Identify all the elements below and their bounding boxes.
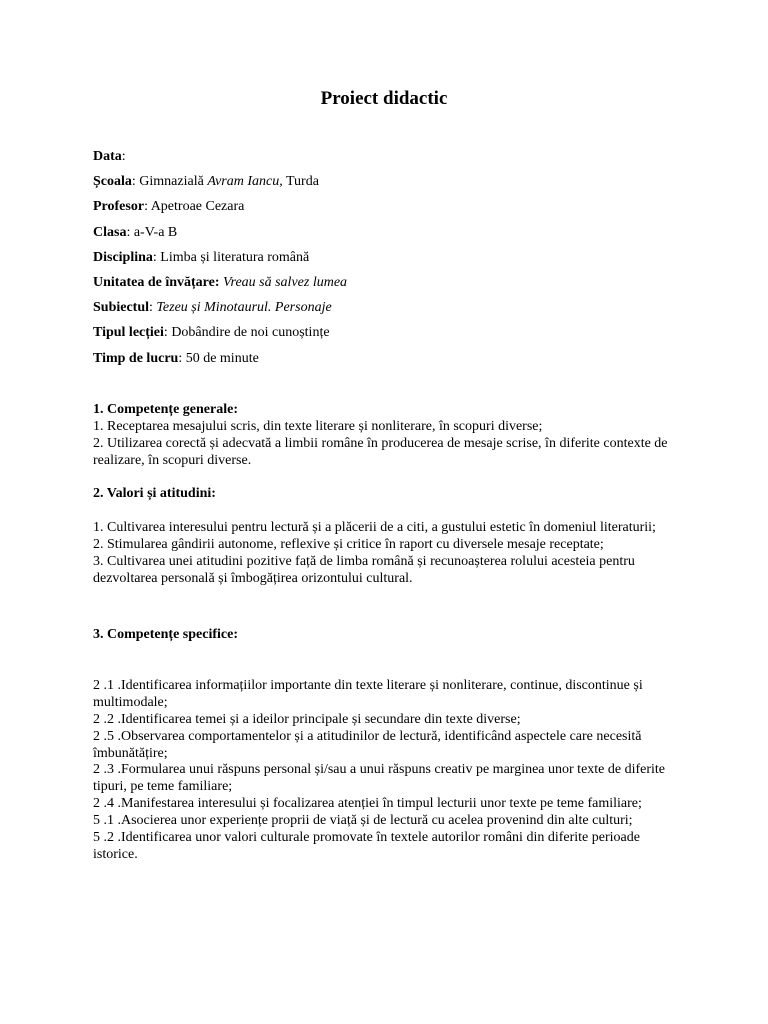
- list-item: 2 .1 .Identificarea informațiilor importante din texte literare și nonliterare, continue, discontinue și multimodale;: [93, 677, 643, 710]
- list-item: 2 .5 .Observarea comportamentelor și a atitudinilor de lectură, identificând aspectele care necesită îmbunătățire;: [93, 728, 642, 761]
- spacer: [93, 503, 683, 520]
- field-disciplina: Disciplina: Limba și literatura română: [93, 249, 310, 265]
- list-item: 2. Utilizarea corectă și adecvată a limbii române în producerea de mesaje scrise, în diferite contexte de realizare, în scopuri diverse.: [93, 435, 668, 468]
- field-scoala: Școala: Gimnazială Avram Iancu, Turda: [93, 174, 319, 190]
- field-timp-de-lucru: Timp de lucru: 50 de minute: [93, 350, 259, 366]
- list-item: 2 .2 .Identificarea temei și a ideilor principale și secundare din texte diverse;: [93, 711, 521, 727]
- list-item: 5 .2 .Identificarea unor valori culturale promovate în textele autorilor români din diferite perioade istorice.: [93, 830, 640, 862]
- section-competente-specifice: [93, 627, 683, 864]
- field-unitatea: Unitatea de învățare: Vreau să salvez lumea: [93, 274, 348, 290]
- list-item: 2. Stimularea gândirii autonome, reflexive și critice în raport cu diversele mesaje receptate;: [93, 536, 604, 552]
- list-item: 2 .4 .Manifestarea interesului și focalizarea atenției în timpul lecturii unor texte pe teme familiare;: [93, 796, 642, 812]
- section-heading: 3. Competențe specifice:: [93, 627, 239, 642]
- field-profesor: Profesor: Apetroae Cezara: [93, 199, 245, 215]
- section-heading: 2. Valori și atitudini:: [93, 486, 216, 501]
- list-item: 1. Receptarea mesajului scris, din texte literare și nonliterare, în scopuri diverse;: [93, 418, 543, 434]
- field-clasa: Clasa: a-V-a B: [93, 224, 178, 240]
- list-item: 2 .3 .Formularea unui răspuns personal și/sau a unui răspuns creativ pe marginea unor texte de diferite tipuri, pe teme familiare;: [93, 762, 666, 795]
- section-competente-generale: [93, 402, 683, 470]
- field-data: Data:: [93, 149, 126, 164]
- list-item: 5 .1 .Asocierea unor experiențe proprii de viață și de lectură cu acelea provenind din alte culturi;: [93, 813, 633, 829]
- page-title: Proiect didactic: [320, 88, 448, 109]
- list-item: 3. Cultivarea unei atitudini pozitive față de limba română și recunoașterea rolului acesteia pentru dezvoltarea personală și îmbogățirea orizontului cultural.: [93, 553, 635, 586]
- list-item: 1. Cultivarea interesului pentru lectură și a plăcerii de a citi, a gustului estetic în domeniul literaturii;: [93, 519, 656, 535]
- section-heading: 1. Competențe generale:: [93, 402, 239, 417]
- spacer: [93, 644, 683, 678]
- lesson-info: [93, 148, 693, 375]
- field-subiectul: Subiectul: Tezeu și Minotaurul. Personaje: [93, 300, 332, 316]
- field-tipul-lectiei: Tipul lecției: Dobândire de noi cunoștințe: [93, 325, 330, 341]
- section-valori-atitudini: [93, 486, 683, 588]
